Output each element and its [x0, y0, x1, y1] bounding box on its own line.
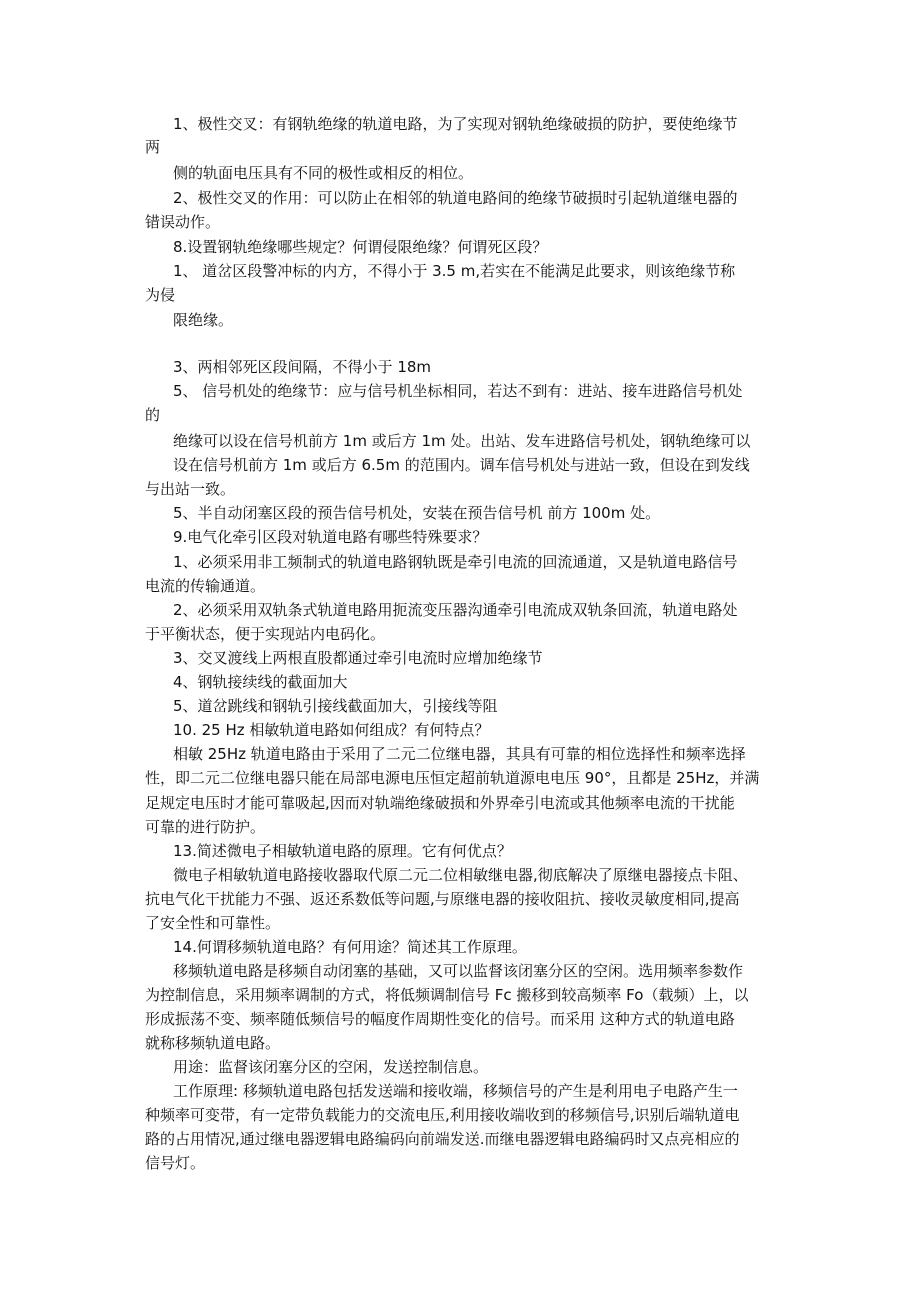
- text-line: 可靠的进行防护。: [145, 818, 266, 836]
- text-line: 4、钢轨接续线的截面加大: [173, 673, 348, 691]
- text-line: 工作原理: 移频轨道电路包括发送端和接收端，移频信号的产生是利用电子电路产生一: [173, 1082, 738, 1100]
- text-line: 5、半自动闭塞区段的预告信号机处，安装在预告信号机 前方 100m 处。: [173, 504, 661, 522]
- text-line: 限绝缘。: [173, 311, 234, 329]
- text-line: 两: [145, 138, 161, 156]
- text-line: 电流的传输通道。: [145, 577, 266, 595]
- text-line: 3、两相邻死区段间隔，不得小于 18m: [173, 358, 432, 376]
- text-line: 5、 信号机处的绝缘节：应与信号机坐标相同，若达不到有：进站、接车进路信号机处: [173, 382, 743, 400]
- text-line: 为侵: [145, 286, 176, 304]
- text-line: 为控制信息，采用频率调制的方式，将低频调制信号 Fc 搬移到较高频率 Fo（载频）上，以: [145, 986, 749, 1004]
- text-line: 的: [145, 406, 161, 424]
- text-line: 1、极性交叉：有钢轨绝缘的轨道电路，为了实现对钢轨绝缘破损的防护，要使绝缘节: [173, 115, 738, 133]
- text-line: 错误动作。: [145, 213, 221, 231]
- section-heading: 13.简述微电子相敏轨道电路的原理。它有何优点？: [173, 842, 512, 860]
- text-line: 足规定电压时才能可靠吸起,因而对轨端绝缘破损和外界牵引电流或其他频率电流的干扰能: [145, 794, 735, 812]
- section-heading: 10. 25 Hz 相敏轨道电路如何组成？有何特点？: [173, 721, 490, 739]
- text-line: 3、交叉渡线上两根直股都通过牵引电流时应增加绝缘节: [173, 649, 543, 667]
- text-line: 2、极性交叉的作用：可以防止在相邻的轨道电路间的绝缘节破损时引起轨道继电器的: [173, 189, 738, 207]
- text-line: 微电子相敏轨道电路接收器取代原二元二位相敏继电器,彻底解决了原继电器接点卡阻、: [173, 866, 748, 884]
- text-line: 种频率可变带，有一定带负载能力的交流电压,利用接收端收到的移频信号,识别后端轨道电: [145, 1106, 740, 1124]
- section-heading: 14.何谓移频轨道电路？有何用途？简述其工作原理。: [173, 938, 527, 956]
- text-line: 绝缘可以设在信号机前方 1m 或后方 1m 处。出站、发车进路信号机处，钢轨绝缘可以: [173, 432, 751, 450]
- text-line: 用途：监督该闭塞分区的空闲，发送控制信息。: [173, 1058, 489, 1076]
- text-line: 形成振荡不变、频率随低频信号的幅度作周期性变化的信号。而采用 这种方式的轨道电路: [145, 1010, 735, 1028]
- text-line: 5、道岔跳线和钢轨引接线截面加大，引接线等阻: [173, 697, 498, 715]
- text-line: 移频轨道电路是移频自动闭塞的基础，又可以监督该闭塞分区的空闲。选用频率参数作: [173, 962, 744, 980]
- section-heading: 8.设置钢轨绝缘哪些规定？何谓侵限绝缘？何谓死区段？: [173, 238, 548, 256]
- text-line: 性，即二元二位继电器只能在局部电源电压恒定超前轨道源电电压 90°，且都是 25Hz，并满: [145, 769, 760, 787]
- text-line: 抗电气化干扰能力不强、返还系数低等问题,与原继电器的接收阻抗、接收灵敏度相同,提高: [145, 890, 740, 908]
- text-line: 相敏 25Hz 轨道电路由于采用了二元二位继电器，其具有可靠的相位选择性和频率选择: [173, 745, 746, 763]
- text-line: 2、必须采用双轨条式轨道电路用扼流变压器沟通牵引电流成双轨条回流，轨道电路处: [173, 601, 738, 619]
- text-line: 侧的轨面电压具有不同的极性或相反的相位。: [173, 164, 474, 182]
- text-line: 于平衡状态，便于实现站内电码化。: [145, 625, 386, 643]
- text-line: 1、必须采用非工频制式的轨道电路钢轨既是牵引电流的回流通道，又是轨道电路信号: [173, 553, 738, 571]
- text-line: 路的占用情况,通过继电器逻辑电路编码向前端发送.而继电器逻辑电路编码时又点亮相应的: [145, 1130, 740, 1148]
- text-line: 与出站一致。: [145, 480, 236, 498]
- text-line: 了安全性和可靠性。: [145, 914, 281, 932]
- text-line: 信号灯。: [145, 1154, 206, 1172]
- text-line: 1、 道岔区段警冲标的内方，不得小于 3.5 m,若实在不能满足此要求，则该绝缘节称: [173, 262, 736, 280]
- section-heading: 9.电气化牵引区段对轨道电路有哪些特殊要求？: [173, 528, 488, 546]
- text-line: 就称移频轨道电路。: [145, 1034, 281, 1052]
- text-line: 设在信号机前方 1m 或后方 6.5m 的范围内。调车信号机处与进站一致，但设在到发线: [173, 456, 750, 474]
